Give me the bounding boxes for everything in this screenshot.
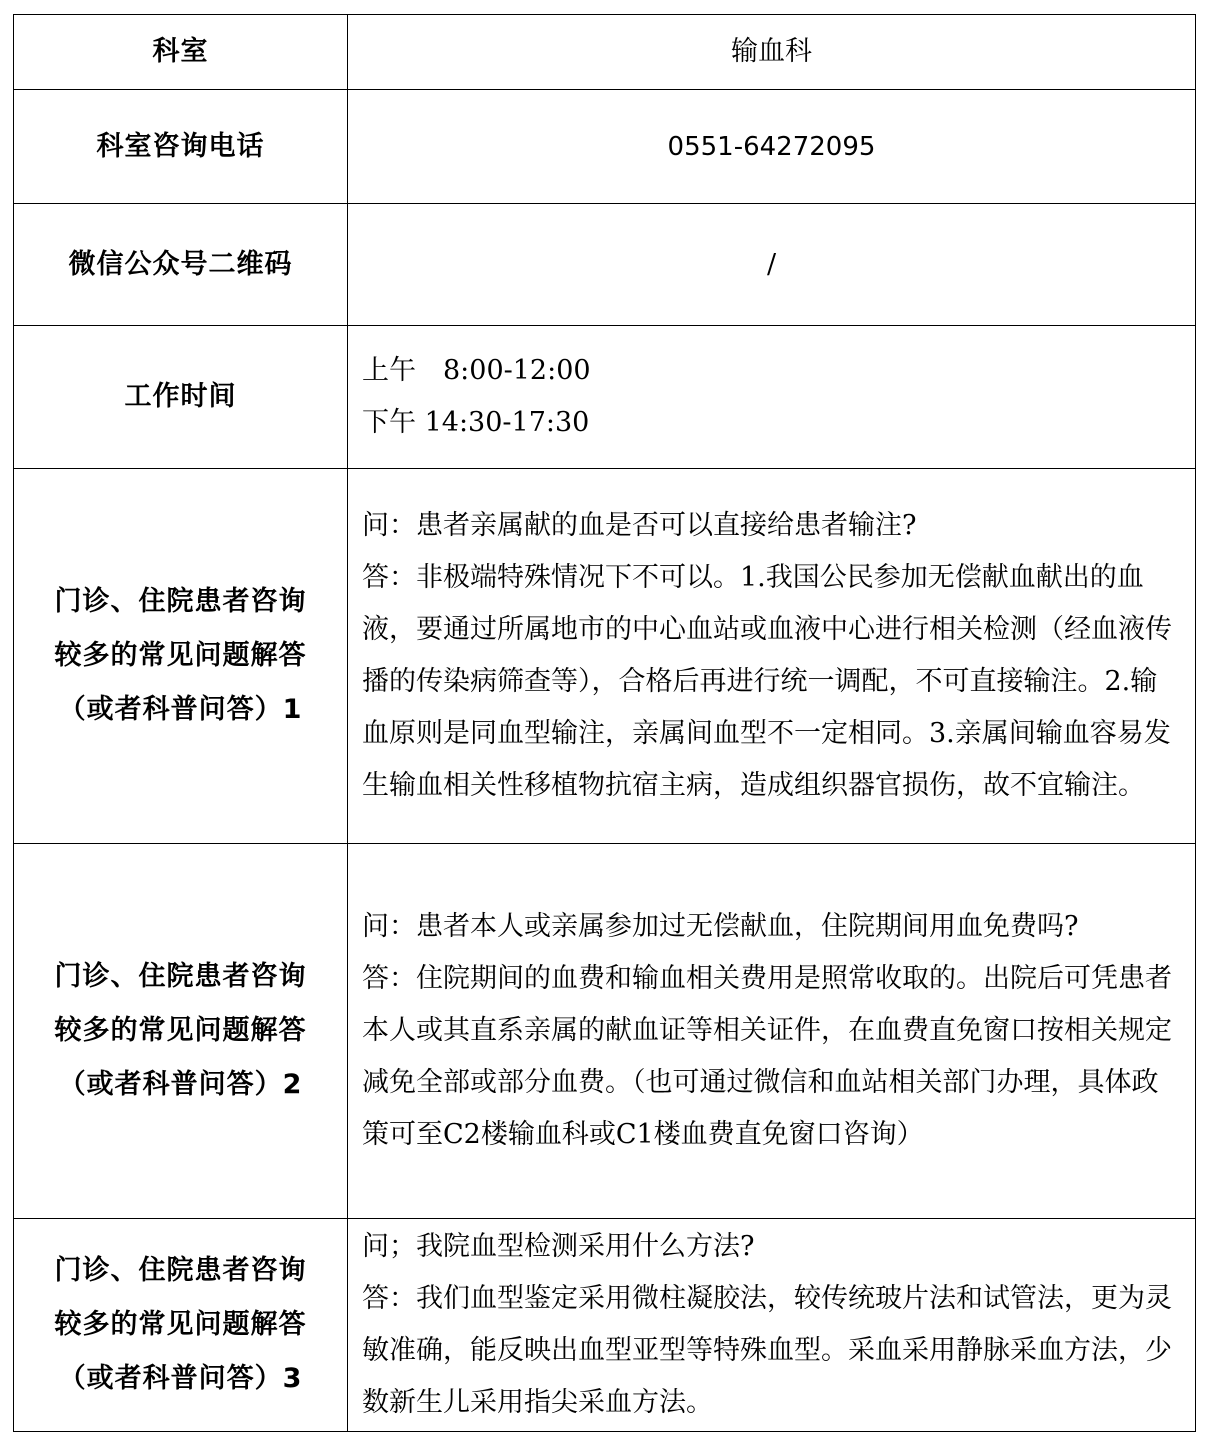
row-phone bbox=[14, 90, 1196, 204]
faq-1-answer: 答：非极端特殊情况下不可以。1.我国公民参加无偿献血献出的血液，要通过所属地市的中心血站或血液中心进行相关检测（经血液传播的传染病筛查等），合格后再进行统一调配，不可直接输注。2.输血原则是同血型输注，亲属间血型不一定相同。3.亲属间输血容易发生输血相关性移植物抗宿主病，造成组织器官损伤，故不宜输注。 bbox=[362, 562, 1172, 801]
department-label: 科室 bbox=[14, 15, 348, 90]
row-wechat bbox=[14, 204, 1196, 326]
faq-1-label-line2: 较多的常见问题解答 bbox=[54, 640, 307, 671]
row-faq-3 bbox=[14, 1219, 1196, 1432]
hours-value bbox=[348, 326, 1196, 469]
faq-3-answer: 答：我们血型鉴定采用微柱凝胶法，较传统玻片法和试管法，更为灵敏准确，能反映出血型亚型等特殊血型。采血采用静脉采血方法，少数新生儿采用指尖采血方法。 bbox=[362, 1283, 1172, 1418]
faq-3-label-line1: 门诊、住院患者咨询 bbox=[54, 1255, 307, 1286]
row-faq-2 bbox=[14, 844, 1196, 1219]
faq-2-label-line3: （或者科普问答）2 bbox=[58, 1069, 303, 1100]
department-info-table bbox=[13, 14, 1196, 1432]
wechat-value: / bbox=[348, 204, 1196, 326]
faq-3-label-line3: （或者科普问答）3 bbox=[58, 1363, 303, 1394]
faq-2-question: 问：患者本人或亲属参加过无偿献血，住院期间用血免费吗? bbox=[362, 911, 1079, 942]
faq-2-answer: 答：住院期间的血费和输血相关费用是照常收取的。出院后可凭患者本人或其直系亲属的献血证等相关证件，在血费直免窗口按相关规定减免全部或部分血费。（也可通过微信和血站相关部门办理，具体政策可至C2楼输血科或C1楼血费直免窗口咨询） bbox=[362, 963, 1172, 1150]
faq-3-label-line2: 较多的常见问题解答 bbox=[54, 1309, 307, 1340]
hours-label: 工作时间 bbox=[14, 326, 348, 469]
faq-1-question: 问：患者亲属献的血是否可以直接给患者输注? bbox=[362, 510, 917, 541]
faq-2-label-line1: 门诊、住院患者咨询 bbox=[54, 961, 307, 992]
faq-2-label bbox=[14, 844, 348, 1219]
faq-3-question: 问；我院血型检测采用什么方法? bbox=[362, 1231, 755, 1262]
wechat-label: 微信公众号二维码 bbox=[14, 204, 348, 326]
faq-1-label bbox=[14, 469, 348, 844]
faq-1-label-line1: 门诊、住院患者咨询 bbox=[54, 586, 307, 617]
faq-3-content bbox=[348, 1219, 1196, 1432]
row-hours bbox=[14, 326, 1196, 469]
row-faq-1 bbox=[14, 469, 1196, 844]
faq-3-label bbox=[14, 1219, 348, 1432]
faq-2-content bbox=[348, 844, 1196, 1219]
row-department bbox=[14, 15, 1196, 90]
phone-value: 0551-64272095 bbox=[348, 90, 1196, 204]
faq-1-label-line3: （或者科普问答）1 bbox=[58, 694, 303, 725]
hours-morning: 上午 8:00-12:00 bbox=[362, 355, 591, 386]
faq-2-label-line2: 较多的常见问题解答 bbox=[54, 1015, 307, 1046]
faq-1-content bbox=[348, 469, 1196, 844]
hours-afternoon: 下午 14:30-17:30 bbox=[362, 407, 590, 438]
phone-label: 科室咨询电话 bbox=[14, 90, 348, 204]
department-value: 输血科 bbox=[348, 15, 1196, 90]
